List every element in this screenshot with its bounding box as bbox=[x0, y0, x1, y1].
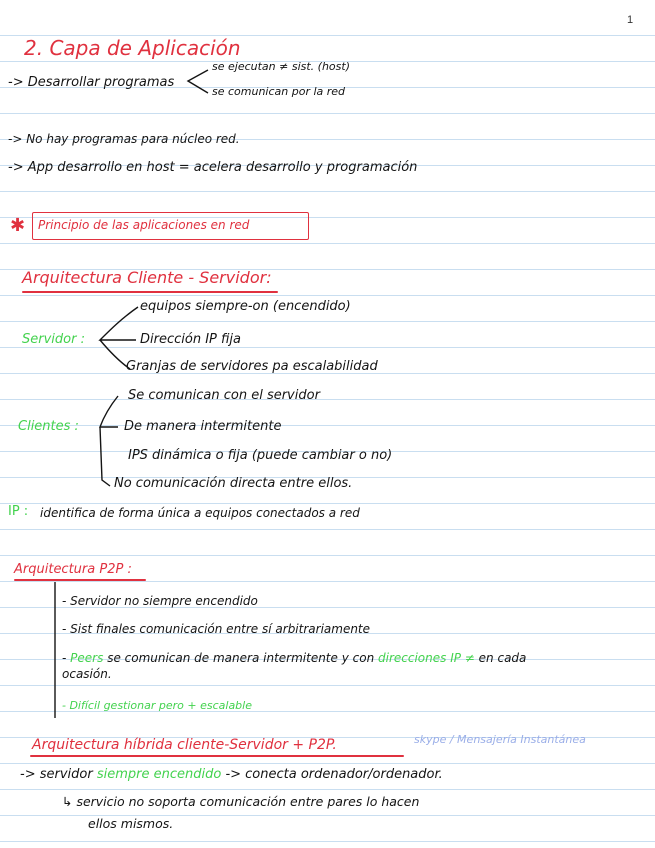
clients-item-4: No comunicación directa entre ellos. bbox=[114, 476, 353, 491]
hybrid-line-3: ellos mismos. bbox=[88, 816, 174, 831]
p2p-item-3-cont: ocasión. bbox=[62, 667, 112, 681]
ip-label: IP : bbox=[8, 504, 29, 519]
server-item-1: equipos siempre-on (encendido) bbox=[140, 299, 351, 314]
ip-addresses-word: direcciones IP ≠ bbox=[378, 651, 475, 665]
intro-branch-2: se comunican por la red bbox=[212, 85, 346, 98]
p2p-item-2: - Sist finales comunicación entre sí arbitrariamente bbox=[62, 622, 371, 636]
always-on-phrase: siempre encendido bbox=[96, 767, 222, 782]
clients-item-1: Se comunican con el servidor bbox=[128, 388, 320, 403]
hybrid-underline bbox=[30, 755, 404, 757]
ip-definition: identifica de forma única a equipos conectados a red bbox=[40, 506, 360, 520]
clients-item-3: IPS dinámica o fija (puede cambiar o no) bbox=[128, 448, 393, 463]
server-label: Servidor : bbox=[22, 332, 85, 347]
clients-label: Clientes : bbox=[18, 419, 79, 434]
clients-bracket bbox=[100, 396, 118, 486]
client-server-underline bbox=[22, 291, 278, 293]
client-server-heading: Arquitectura Cliente - Servidor: bbox=[22, 268, 272, 287]
p2p-heading: Arquitectura P2P : bbox=[14, 562, 132, 577]
hybrid-line-1: -> servidor siempre encendido -> conecta ordenador/ordenador. bbox=[20, 767, 443, 782]
p2p-item-1: - Servidor no siempre encendido bbox=[62, 594, 258, 608]
hybrid-aside: skype / Mensajería Instantánea bbox=[414, 733, 586, 746]
note-2: -> App desarrollo en host = acelera desarrollo y programación bbox=[8, 160, 418, 175]
peers-word: Peers bbox=[70, 651, 104, 665]
intro-branch-1: se ejecutan ≠ sist. (host) bbox=[212, 60, 350, 73]
p2p-item-3: - Peers se comunican de manera intermitente y con direcciones IP ≠ en cada bbox=[62, 651, 527, 665]
hybrid-line-2: ↳ servicio no soporta comunicación entre pares lo hacen bbox=[62, 794, 420, 809]
intro-bracket bbox=[188, 70, 208, 93]
principle-label: Principio de las aplicaciones en red bbox=[38, 218, 250, 232]
p2p-underline bbox=[14, 579, 146, 581]
hybrid-heading: Arquitectura híbrida cliente-Servidor + P2P. bbox=[32, 737, 337, 753]
intro-lead: -> Desarrollar programas bbox=[8, 75, 175, 90]
page-number: 1 bbox=[627, 14, 634, 26]
asterisk-icon: ✱ bbox=[10, 215, 26, 236]
note-1: -> No hay programas para núcleo red. bbox=[8, 132, 240, 146]
clients-item-2: De manera intermitente bbox=[124, 419, 282, 434]
server-item-2: Dirección IP fija bbox=[140, 332, 241, 347]
p2p-item-4: - Difícil gestionar pero + escalable bbox=[62, 699, 252, 712]
server-item-3: Granjas de servidores pa escalabilidad bbox=[126, 359, 378, 374]
page-title: 2. Capa de Aplicación bbox=[24, 36, 241, 60]
